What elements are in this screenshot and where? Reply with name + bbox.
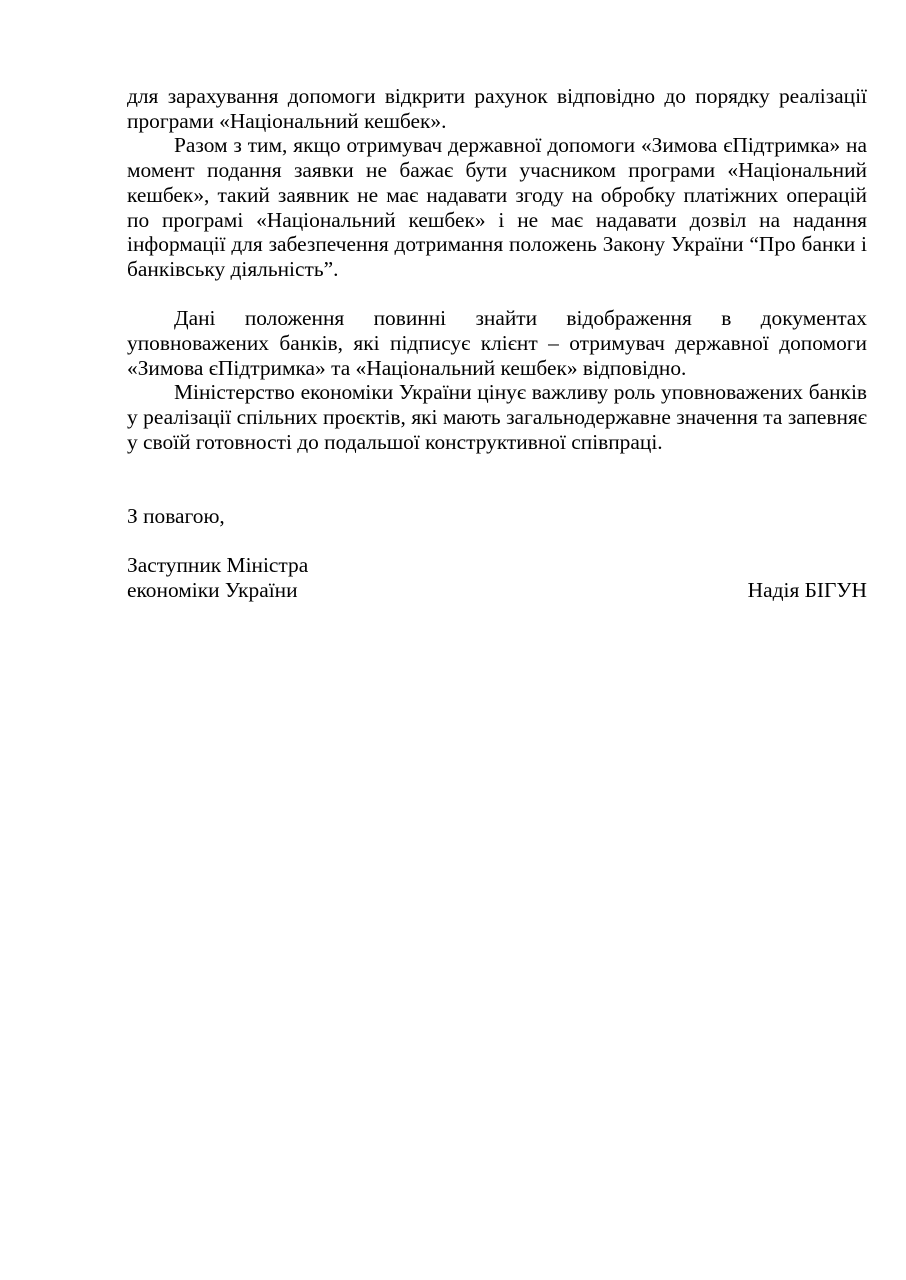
signature-row: [127, 578, 867, 603]
paragraph-continuation: для зарахування допомоги відкрити рахунок відповідно до порядку реалізації програми «Національний кешбек».: [127, 84, 867, 133]
paragraph: Разом з тим, якщо отримувач державної допомоги «Зимова єПідтримка» на момент подання заявки не бажає бути учасником програми «Національний кешбек», такий заявник не має надавати згоду на обробку платіжних операцій по програмі «Національний кешбек» і не має надавати дозвіл на надання інформації для забезпечення дотримання положень Закону України “Про банки і банківську діяльність”.: [127, 133, 867, 281]
paragraph: Дані положення повинні знайти відображення в документах уповноважених банків, які підписує клієнт – отримувач державної допомоги «Зимова єПідтримка» та «Національний кешбек» відповідно.: [127, 306, 867, 380]
signer-title-line-2: економіки України: [127, 578, 298, 603]
letter-body: [127, 84, 867, 603]
paragraph: Міністерство економіки України цінує важливу роль уповноважених банків у реалізації спільних проєктів, які мають загальнодержавне значення та запевняє у своїй готовності до подальшої конструктивної співпраці.: [127, 380, 867, 454]
signer-name: Надія БІГУН: [747, 578, 867, 603]
closing-salutation: З повагою,: [127, 503, 225, 528]
signer-title-line-1: Заступник Міністра: [127, 553, 309, 578]
signature-block: [127, 553, 867, 602]
